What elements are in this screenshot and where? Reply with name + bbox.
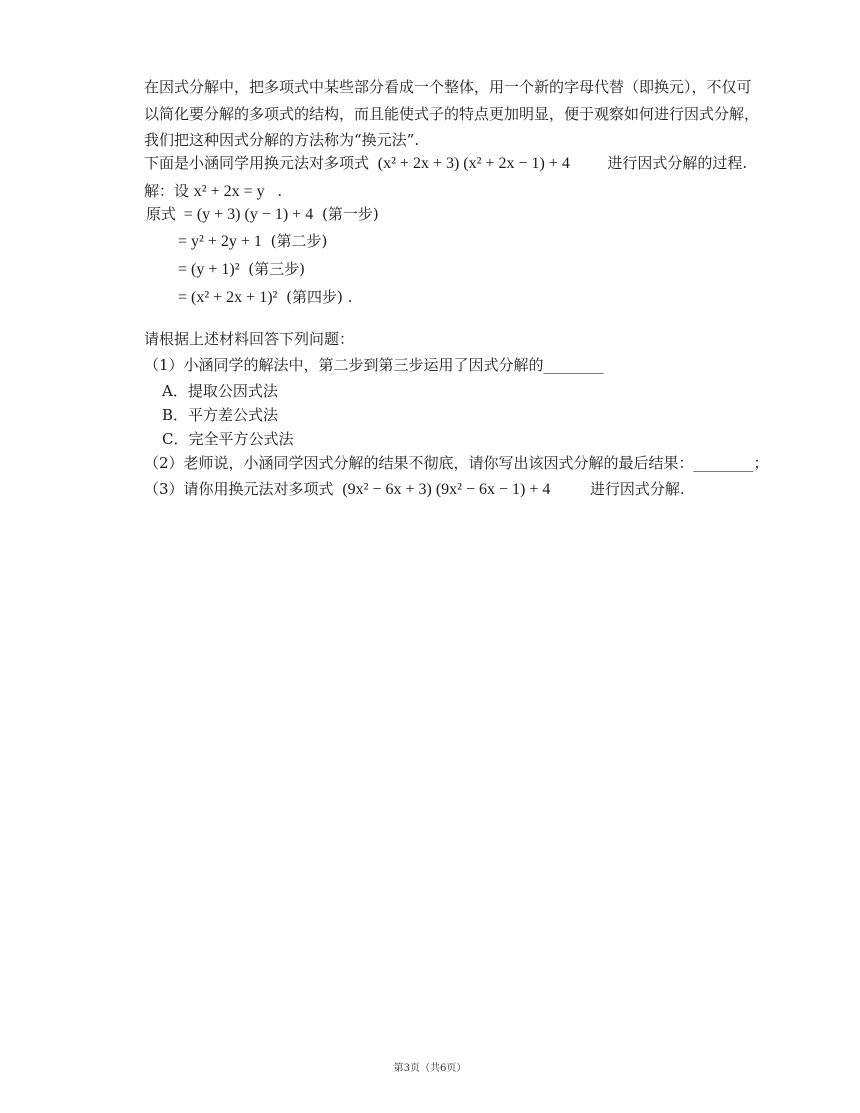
- solution-step-4-period: .: [347, 288, 353, 306]
- solution-step-1-label: 原式: [146, 205, 177, 223]
- solution-step-4-expression: = (x² + 2x + 1)²: [178, 289, 278, 306]
- question-3: [144, 482, 685, 498]
- solution-step-2-expression: = y² + 2y + 1: [178, 233, 262, 250]
- solution-step-3-note: (第三步): [248, 260, 305, 278]
- solution-substitution-suffix: .: [277, 182, 283, 200]
- question-2: （2）老师说，小涵同学因式分解的结果不彻底，请你写出该因式分解的最后结果：________；: [144, 454, 769, 472]
- solution-substitution-line: [144, 184, 282, 200]
- solution-step-4-note: (第四步): [286, 288, 343, 306]
- solution-step-1-note: (第一步): [321, 205, 379, 223]
- solution-step-2-note: (第二步): [270, 232, 328, 250]
- intro-polynomial-expression: (x² + 2x + 3) (x² + 2x − 1) + 4: [377, 155, 570, 172]
- question-1-option-a: A．提取公因式法: [162, 382, 278, 400]
- intro-polynomial-prefix: 下面是小涵同学用换元法对多项式: [144, 154, 370, 172]
- solution-step-3: [178, 262, 305, 278]
- intro-paragraph-line-1: 在因式分解中，把多项式中某些部分看成一个整体，用一个新的字母代替（即换元），不仅可: [144, 78, 752, 96]
- question-1-option-b: B．平方差公式法: [162, 406, 279, 424]
- intro-polynomial-line: [144, 156, 747, 172]
- solution-step-2: [178, 234, 327, 250]
- question-1: （1）小涵同学的解法中，第二步到第三步运用了因式分解的________: [144, 356, 604, 374]
- question-3-expression: (9x² − 6x + 3) (9x² − 6x − 1) + 4: [342, 481, 551, 498]
- intro-polynomial-suffix: 进行因式分解的过程.: [607, 154, 748, 172]
- page-footer: 第3页（共6页）: [393, 1063, 467, 1074]
- intro-paragraph-line-3: 我们把这种因式分解的方法称为“换元法”.: [144, 131, 420, 149]
- question-1-option-c: C．完全平方公式法: [162, 430, 294, 448]
- question-3-suffix: 进行因式分解.: [589, 480, 685, 498]
- solution-step-4: [178, 290, 352, 306]
- solution-step-3-expression: = (y + 1)²: [178, 261, 240, 278]
- question-3-prefix: （3）请你用换元法对多项式: [144, 480, 334, 498]
- solution-step-1-expression: = (y + 3) (y − 1) + 4: [183, 206, 314, 223]
- solution-substitution-prefix: 解：设: [144, 182, 190, 200]
- intro-paragraph-line-2: 以简化要分解的多项式的结构，而且能使式子的特点更加明显，便于观察如何进行因式分解，: [144, 105, 760, 123]
- solution-substitution-expression: x² + 2x = y: [193, 183, 265, 200]
- solution-step-1: [146, 207, 379, 223]
- questions-prompt: 请根据上述材料回答下列问题：: [144, 330, 355, 348]
